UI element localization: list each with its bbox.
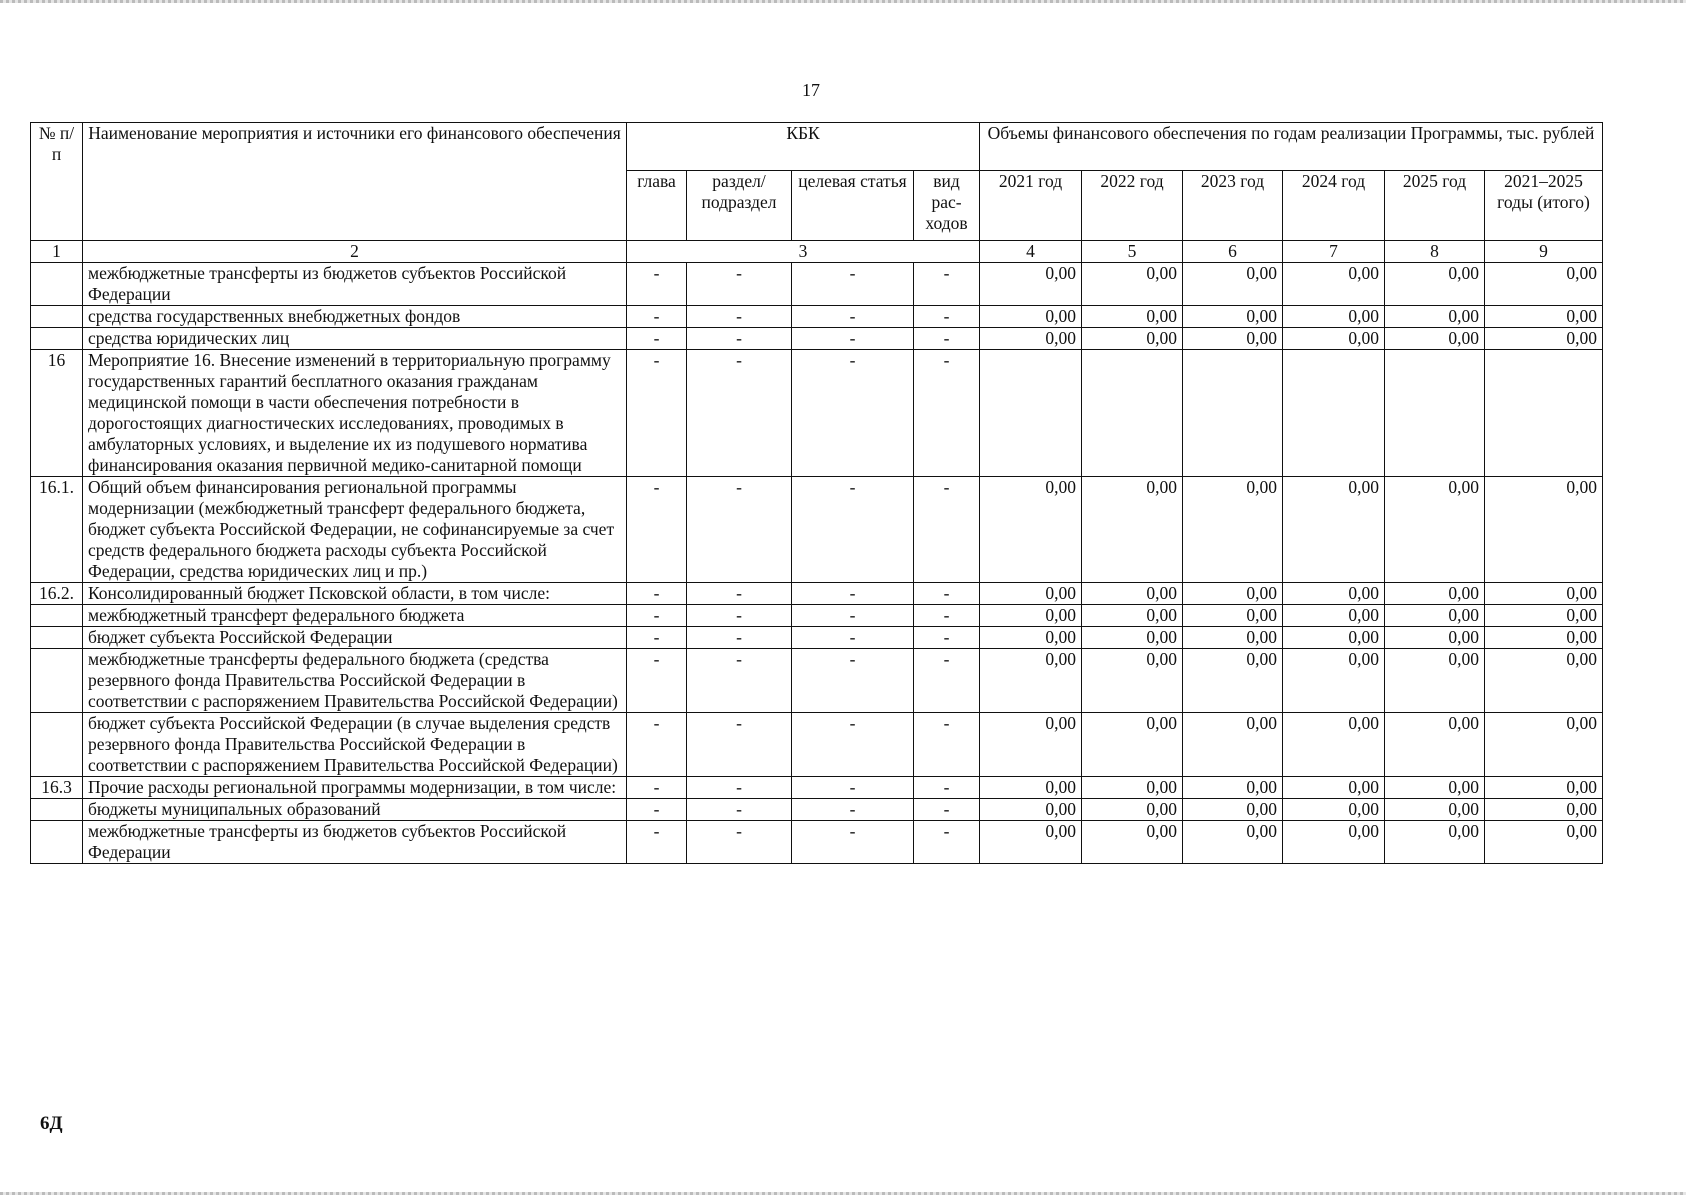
bottom-scan-edge xyxy=(0,1192,1686,1195)
column-number: 2 xyxy=(83,241,627,263)
column-number: 7 xyxy=(1283,241,1385,263)
value-cell: 0,00 xyxy=(980,328,1082,350)
row-number xyxy=(31,306,83,328)
column-number: 4 xyxy=(980,241,1082,263)
row-number xyxy=(31,713,83,777)
value-cell: 0,00 xyxy=(980,713,1082,777)
table-row xyxy=(31,350,1603,477)
table-row xyxy=(31,821,1603,864)
value-cell: 0,00 xyxy=(1385,627,1485,649)
kbk-cell: - xyxy=(687,328,792,350)
row-number xyxy=(31,263,83,306)
value-cell: 0,00 xyxy=(1283,306,1385,328)
kbk-cell: - xyxy=(914,477,980,583)
value-cell xyxy=(1283,350,1385,477)
kbk-cell: - xyxy=(627,350,687,477)
value-cell: 0,00 xyxy=(1082,328,1183,350)
value-cell: 0,00 xyxy=(1485,649,1603,713)
kbk-cell: - xyxy=(914,583,980,605)
value-cell: 0,00 xyxy=(980,477,1082,583)
value-cell: 0,00 xyxy=(1485,263,1603,306)
kbk-cell: - xyxy=(914,821,980,864)
table-row xyxy=(31,713,1603,777)
kbk-cell: - xyxy=(687,649,792,713)
kbk-cell: - xyxy=(792,713,914,777)
kbk-cell: - xyxy=(687,350,792,477)
row-name: средства юридических лиц xyxy=(83,328,627,350)
value-cell: 0,00 xyxy=(1183,306,1283,328)
table-row xyxy=(31,306,1603,328)
value-cell: 0,00 xyxy=(1183,649,1283,713)
value-cell: 0,00 xyxy=(1283,713,1385,777)
value-cell xyxy=(1082,350,1183,477)
kbk-cell: - xyxy=(627,713,687,777)
value-cell: 0,00 xyxy=(1082,649,1183,713)
value-cell: 0,00 xyxy=(1385,713,1485,777)
value-cell: 0,00 xyxy=(1385,328,1485,350)
row-number xyxy=(31,821,83,864)
kbk-cell: - xyxy=(792,821,914,864)
row-number xyxy=(31,328,83,350)
row-number xyxy=(31,799,83,821)
value-cell: 0,00 xyxy=(1183,777,1283,799)
header-name: Наименование мероприятия и источники его финансового обеспечения xyxy=(83,123,627,241)
value-cell xyxy=(1485,350,1603,477)
kbk-cell: - xyxy=(687,777,792,799)
value-cell: 0,00 xyxy=(1385,306,1485,328)
value-cell: 0,00 xyxy=(1283,328,1385,350)
value-cell: 0,00 xyxy=(1183,477,1283,583)
table-body xyxy=(31,241,1603,864)
kbk-cell: - xyxy=(792,477,914,583)
value-cell: 0,00 xyxy=(1283,649,1385,713)
kbk-cell: - xyxy=(687,627,792,649)
kbk-cell: - xyxy=(627,477,687,583)
kbk-cell: - xyxy=(792,605,914,627)
page-number: 17 xyxy=(802,80,820,100)
kbk-cell: - xyxy=(792,350,914,477)
row-name: межбюджетные трансферты из бюджетов субъектов Российской Федерации xyxy=(83,263,627,306)
kbk-cell: - xyxy=(914,605,980,627)
kbk-cell: - xyxy=(792,627,914,649)
kbk-cell: - xyxy=(792,306,914,328)
value-cell: 0,00 xyxy=(1082,777,1183,799)
column-number: 9 xyxy=(1485,241,1603,263)
header-year-total: 2021–2025 годы (итого) xyxy=(1485,171,1603,241)
kbk-cell: - xyxy=(627,328,687,350)
column-number: 1 xyxy=(31,241,83,263)
row-number xyxy=(31,649,83,713)
table-row xyxy=(31,583,1603,605)
value-cell: 0,00 xyxy=(1283,821,1385,864)
column-number: 6 xyxy=(1183,241,1283,263)
table-row xyxy=(31,605,1603,627)
kbk-cell: - xyxy=(914,713,980,777)
value-cell: 0,00 xyxy=(980,627,1082,649)
row-name: Прочие расходы региональной программы модернизации, в том числе: xyxy=(83,777,627,799)
value-cell: 0,00 xyxy=(1283,605,1385,627)
value-cell: 0,00 xyxy=(1082,583,1183,605)
kbk-cell: - xyxy=(687,477,792,583)
value-cell: 0,00 xyxy=(1485,627,1603,649)
value-cell: 0,00 xyxy=(1183,605,1283,627)
header-year-2022: 2022 год xyxy=(1082,171,1183,241)
value-cell: 0,00 xyxy=(1485,713,1603,777)
value-cell xyxy=(1183,350,1283,477)
table-row xyxy=(31,649,1603,713)
kbk-cell: - xyxy=(792,263,914,306)
row-name: бюджет субъекта Российской Федерации xyxy=(83,627,627,649)
footer-mark: 6Д xyxy=(40,1113,63,1134)
value-cell: 0,00 xyxy=(1082,627,1183,649)
kbk-cell: - xyxy=(792,583,914,605)
kbk-cell: - xyxy=(627,583,687,605)
value-cell: 0,00 xyxy=(1283,799,1385,821)
value-cell: 0,00 xyxy=(1183,263,1283,306)
header-kbk-statya: целевая статья xyxy=(792,171,914,241)
value-cell xyxy=(1385,350,1485,477)
kbk-cell: - xyxy=(627,821,687,864)
value-cell: 0,00 xyxy=(1485,605,1603,627)
header-volumes: Объемы финансового обеспечения по годам реализации Программы, тыс. рублей xyxy=(980,123,1603,171)
header-kbk-vid: вид рас-ходов xyxy=(914,171,980,241)
table-row xyxy=(31,627,1603,649)
value-cell: 0,00 xyxy=(1485,477,1603,583)
kbk-cell: - xyxy=(687,263,792,306)
kbk-cell: - xyxy=(914,328,980,350)
kbk-cell: - xyxy=(792,777,914,799)
value-cell: 0,00 xyxy=(1385,821,1485,864)
value-cell: 0,00 xyxy=(1485,328,1603,350)
kbk-cell: - xyxy=(914,777,980,799)
value-cell: 0,00 xyxy=(980,263,1082,306)
row-name: межбюджетные трансферты из бюджетов субъектов Российской Федерации xyxy=(83,821,627,864)
value-cell: 0,00 xyxy=(1082,799,1183,821)
value-cell: 0,00 xyxy=(1183,328,1283,350)
value-cell: 0,00 xyxy=(1082,713,1183,777)
kbk-cell: - xyxy=(687,799,792,821)
value-cell: 0,00 xyxy=(1485,306,1603,328)
value-cell: 0,00 xyxy=(1082,477,1183,583)
kbk-cell: - xyxy=(914,627,980,649)
header-kbk: КБК xyxy=(627,123,980,171)
value-cell: 0,00 xyxy=(980,605,1082,627)
column-number: 3 xyxy=(627,241,980,263)
value-cell: 0,00 xyxy=(980,583,1082,605)
value-cell: 0,00 xyxy=(1385,477,1485,583)
financing-table xyxy=(30,122,1603,864)
kbk-cell: - xyxy=(627,627,687,649)
value-cell: 0,00 xyxy=(1183,821,1283,864)
kbk-cell: - xyxy=(627,799,687,821)
column-number: 8 xyxy=(1385,241,1485,263)
header-kbk-razdel: раздел/ подраздел xyxy=(687,171,792,241)
header-year-2021: 2021 год xyxy=(980,171,1082,241)
kbk-cell: - xyxy=(914,799,980,821)
value-cell: 0,00 xyxy=(980,821,1082,864)
value-cell: 0,00 xyxy=(1385,777,1485,799)
top-scan-edge xyxy=(0,0,1686,3)
value-cell: 0,00 xyxy=(1082,605,1183,627)
row-number: 16 xyxy=(31,350,83,477)
value-cell: 0,00 xyxy=(1485,777,1603,799)
value-cell: 0,00 xyxy=(980,777,1082,799)
table-row xyxy=(31,328,1603,350)
value-cell: 0,00 xyxy=(980,306,1082,328)
value-cell: 0,00 xyxy=(1385,799,1485,821)
header-year-2024: 2024 год xyxy=(1283,171,1385,241)
column-number: 5 xyxy=(1082,241,1183,263)
kbk-cell: - xyxy=(627,306,687,328)
value-cell: 0,00 xyxy=(1385,263,1485,306)
value-cell: 0,00 xyxy=(1183,713,1283,777)
kbk-cell: - xyxy=(687,713,792,777)
value-cell: 0,00 xyxy=(1485,821,1603,864)
value-cell: 0,00 xyxy=(1283,263,1385,306)
row-name: бюджет субъекта Российской Федерации (в случае выделения средств резервного фонда Правительства Российской Федерации в соответствии с распоряжением Правительства Российской Федерации) xyxy=(83,713,627,777)
kbk-cell: - xyxy=(687,306,792,328)
value-cell: 0,00 xyxy=(1385,583,1485,605)
value-cell: 0,00 xyxy=(1183,627,1283,649)
value-cell: 0,00 xyxy=(1082,821,1183,864)
kbk-cell: - xyxy=(687,605,792,627)
kbk-cell: - xyxy=(914,649,980,713)
value-cell: 0,00 xyxy=(1082,263,1183,306)
row-number: 16.2. xyxy=(31,583,83,605)
row-name: межбюджетный трансферт федерального бюджета xyxy=(83,605,627,627)
header-year-2025: 2025 год xyxy=(1385,171,1485,241)
table-row xyxy=(31,777,1603,799)
value-cell: 0,00 xyxy=(1385,605,1485,627)
value-cell: 0,00 xyxy=(1485,799,1603,821)
row-name: Мероприятие 16. Внесение изменений в территориальную программу государственных гарантий бесплатного оказания гражданам медицинской помощи в части обеспечения потребности в дорогостоящих диагностических исследованиях, проводимых в амбулаторных условиях, и выделение их из подушевого норматива финансирования оказания первичной медико-санитарной помощи xyxy=(83,350,627,477)
value-cell: 0,00 xyxy=(1183,583,1283,605)
row-name: бюджеты муниципальных образований xyxy=(83,799,627,821)
kbk-cell: - xyxy=(627,649,687,713)
value-cell: 0,00 xyxy=(1485,583,1603,605)
row-number: 16.1. xyxy=(31,477,83,583)
value-cell xyxy=(980,350,1082,477)
value-cell: 0,00 xyxy=(1183,799,1283,821)
kbk-cell: - xyxy=(627,263,687,306)
row-number: 16.3 xyxy=(31,777,83,799)
value-cell: 0,00 xyxy=(1283,777,1385,799)
row-name: межбюджетные трансферты федерального бюджета (средства резервного фонда Правительства Российской Федерации в соответствии с распоряжением Правительства Российской Федерации) xyxy=(83,649,627,713)
table-row xyxy=(31,799,1603,821)
row-number xyxy=(31,605,83,627)
table-row xyxy=(31,477,1603,583)
column-numbers-row xyxy=(31,241,1603,263)
value-cell: 0,00 xyxy=(1082,306,1183,328)
header-num: № п/п xyxy=(31,123,83,241)
value-cell: 0,00 xyxy=(980,649,1082,713)
value-cell: 0,00 xyxy=(1283,477,1385,583)
kbk-cell: - xyxy=(914,306,980,328)
kbk-cell: - xyxy=(914,350,980,477)
row-number xyxy=(31,627,83,649)
kbk-cell: - xyxy=(792,799,914,821)
header-year-2023: 2023 год xyxy=(1183,171,1283,241)
kbk-cell: - xyxy=(687,821,792,864)
row-name: средства государственных внебюджетных фондов xyxy=(83,306,627,328)
table-row xyxy=(31,263,1603,306)
value-cell: 0,00 xyxy=(1283,627,1385,649)
header-kbk-glava: глава xyxy=(627,171,687,241)
kbk-cell: - xyxy=(792,649,914,713)
row-name: Консолидированный бюджет Псковской области, в том числе: xyxy=(83,583,627,605)
kbk-cell: - xyxy=(687,583,792,605)
value-cell: 0,00 xyxy=(1385,649,1485,713)
kbk-cell: - xyxy=(627,605,687,627)
row-name: Общий объем финансирования региональной программы модернизации (межбюджетный трансферт федерального бюджета, бюджет субъекта Российской Федерации, не софинансируемые за счет средств федерального бюджета расходы субъекта Российской Федерации, средства юридических лиц и пр.) xyxy=(83,477,627,583)
value-cell: 0,00 xyxy=(980,799,1082,821)
value-cell: 0,00 xyxy=(1283,583,1385,605)
kbk-cell: - xyxy=(792,328,914,350)
kbk-cell: - xyxy=(627,777,687,799)
kbk-cell: - xyxy=(914,263,980,306)
